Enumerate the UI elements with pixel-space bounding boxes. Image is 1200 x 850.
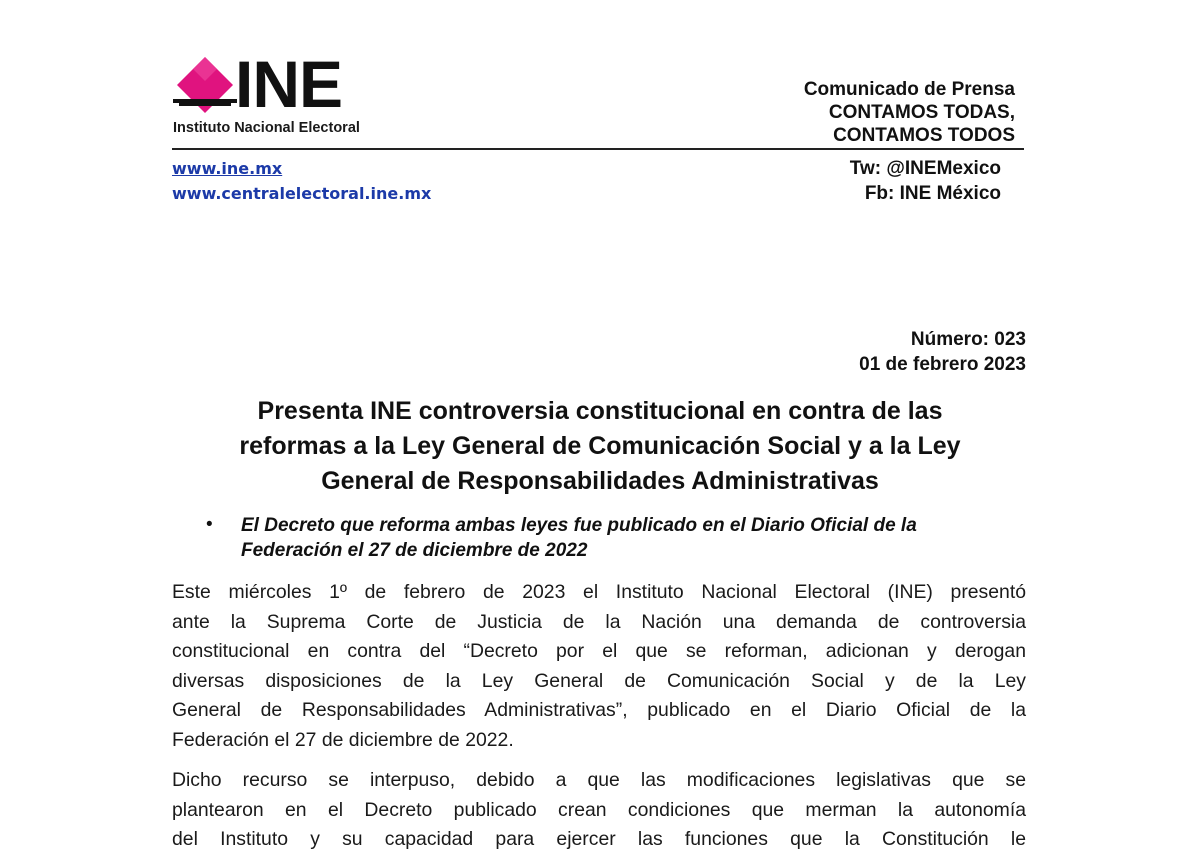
header-divider bbox=[172, 148, 1024, 150]
ballot-box-icon bbox=[173, 55, 237, 115]
ine-logo bbox=[173, 47, 393, 141]
body-paragraph-1 bbox=[172, 578, 1026, 755]
highlight-line: El Decreto que reforma ambas leyes fue publicado en el Diario Oficial de la bbox=[241, 515, 917, 536]
press-line: Comunicado de Prensa bbox=[803, 79, 1015, 100]
highlight-summary bbox=[241, 513, 1030, 563]
paragraph-line: diversas disposiciones de la Ley General de Comunicación Social y de la Ley bbox=[172, 669, 1026, 692]
facebook-handle: Fb: INE México bbox=[864, 183, 1001, 204]
institution-name: Instituto Nacional Electoral bbox=[173, 120, 360, 136]
twitter-handle: Tw: @INEMexico bbox=[849, 158, 1001, 179]
paragraph-line: constitucional en contra del “Decreto por el que se reforman, adicionan y derogan bbox=[172, 640, 1026, 662]
release-date: 01 de febrero 2023 bbox=[859, 354, 1026, 375]
bullet-icon: • bbox=[206, 514, 213, 535]
paragraph-line: ante la Suprema Corte de Justicia de la Nación una demanda de controversia bbox=[172, 610, 1026, 633]
paragraph-line: Federación el 27 de diciembre de 2022. bbox=[172, 728, 514, 751]
link-central-electoral[interactable]: www.centralelectoral.ine.mx bbox=[172, 184, 432, 203]
slogan-line: CONTAMOS TODAS, bbox=[828, 102, 1015, 123]
paragraph-line: Este miércoles 1º de febrero de 2023 el Instituto Nacional Electoral (INE) presentó bbox=[172, 581, 1026, 603]
headline-line: Presenta INE controversia constitucional en contra de las bbox=[257, 397, 943, 425]
paragraph-line: Dicho recurso se interpuso, debido a que las modificaciones legislativas que se bbox=[172, 769, 1026, 791]
slogan-line: CONTAMOS TODOS bbox=[833, 125, 1015, 146]
body-paragraph-2 bbox=[172, 766, 1026, 850]
link-ine-mx[interactable]: www.ine.mx bbox=[172, 159, 283, 178]
press-label bbox=[804, 78, 1015, 147]
headline bbox=[172, 394, 1028, 499]
release-meta bbox=[859, 327, 1026, 377]
headline-line: reformas a la Ley General de Comunicación Social y a la Ley bbox=[239, 432, 961, 460]
release-number: Número: 023 bbox=[910, 329, 1026, 350]
paragraph-line: General de Responsabilidades Administrativas”, publicado en el Diario Oficial de la bbox=[172, 699, 1026, 721]
paragraph-line: del Instituto y su capacidad para ejercer las funciones que la Constitución le bbox=[172, 828, 1026, 850]
social-handles bbox=[850, 156, 1001, 206]
highlight-line: Federación el 27 de diciembre de 2022 bbox=[241, 540, 588, 561]
paragraph-line: plantearon en el Decreto publicado crean condiciones que merman la autonomía bbox=[172, 798, 1026, 821]
logo-wordmark: INE bbox=[235, 47, 343, 121]
headline-line: General de Responsabilidades Administrativas bbox=[321, 467, 879, 495]
website-links bbox=[172, 156, 431, 206]
